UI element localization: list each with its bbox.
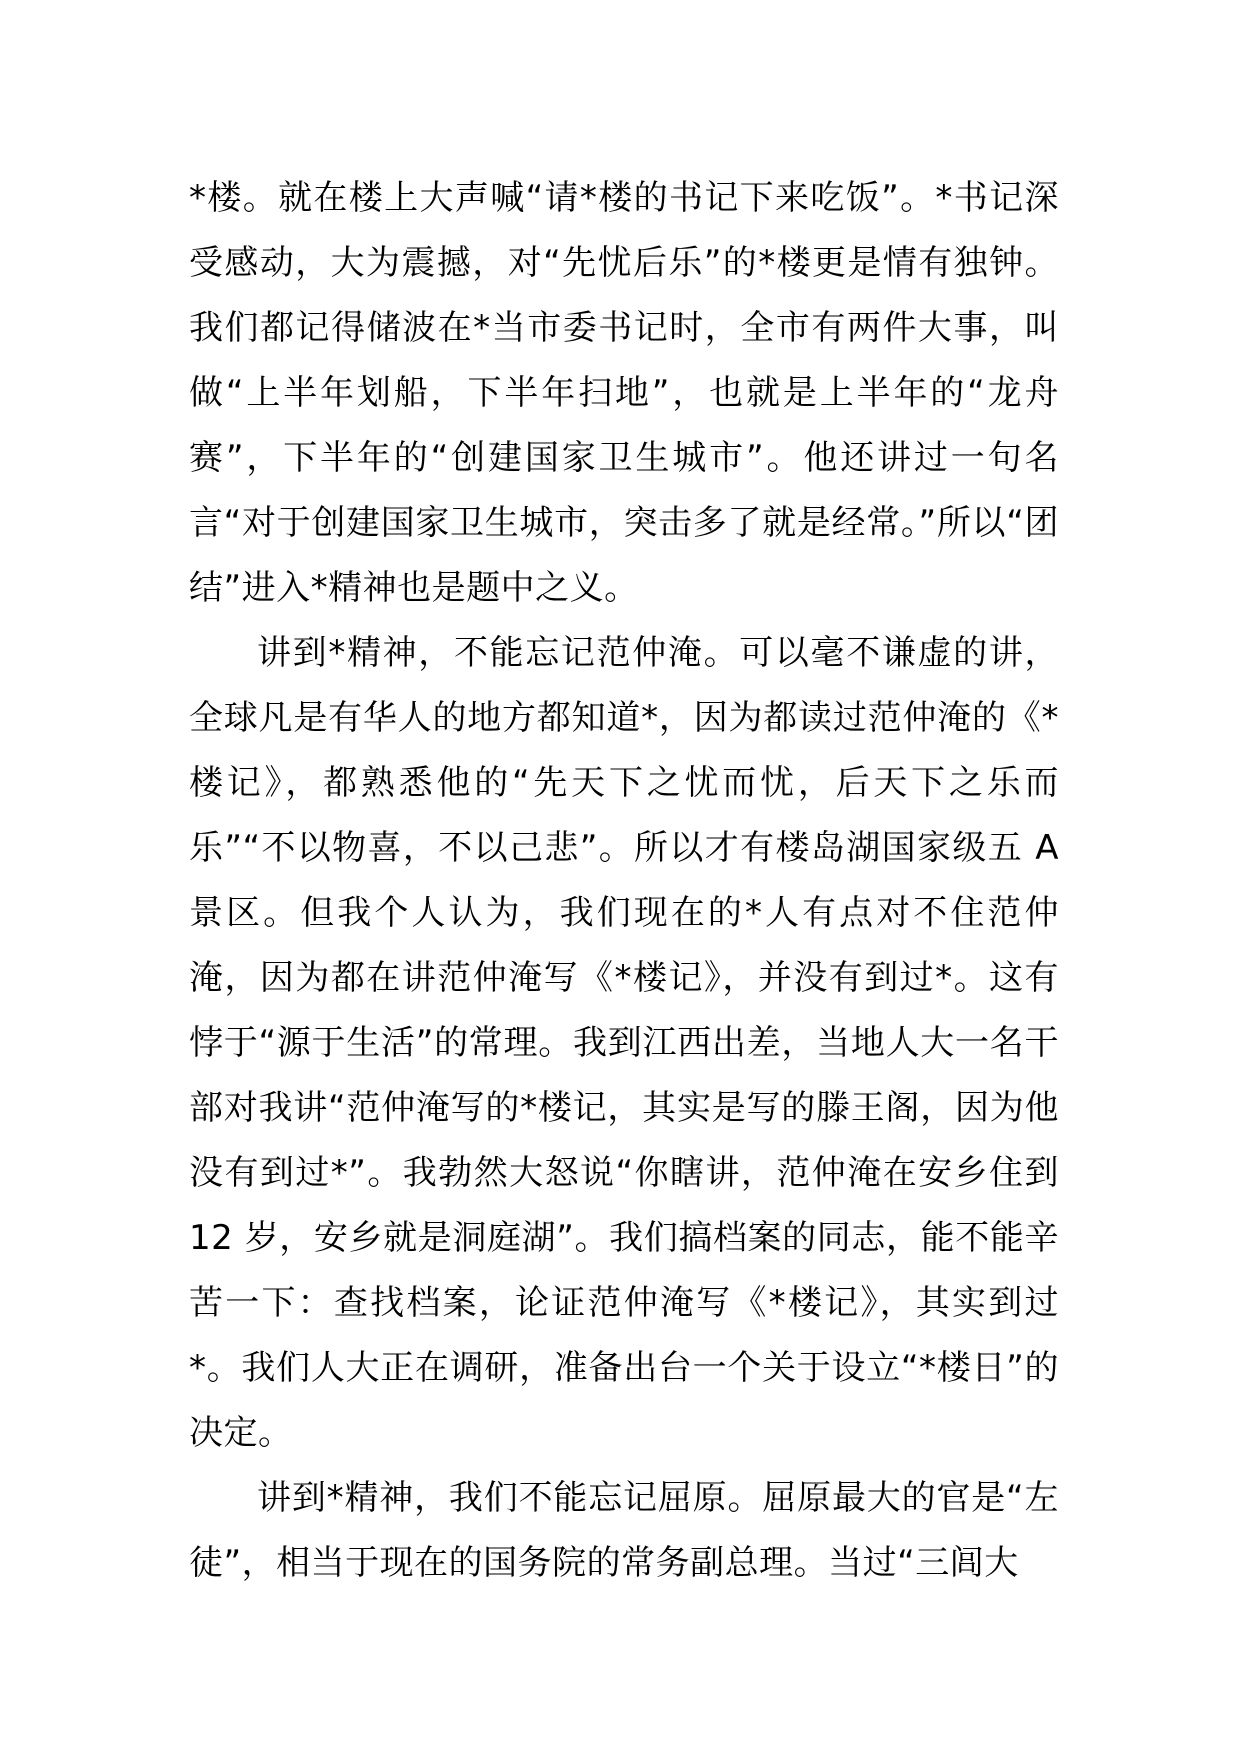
paragraph: 讲到*精神，不能忘记范仲淹。可以毫不谦虚的讲，全球凡是有华人的地方都知道*，因为都读过范仲淹的《*楼记》，都熟悉他的“先天下之忧而忧，后天下之乐而乐”“不以物喜，不以己悲”。所以才有楼岛湖国家级五 A 景区。但我个人认为，我们现在的*人有点对不住范仲淹，因为都在讲范仲淹写《*楼记》，并没有到过*。这有悖于“源于生活”的常理。我到江西出差，当地人大一名干部对我讲“范仲淹写的*楼记，其实是写的滕王阁，因为他没有到过*”。我勃然大怒说“你瞎讲，范仲淹在安乡住到 12 岁，安乡就是洞庭湖”。我们搞档案的同志，能不能辛苦一下：查找档案，论证范仲淹写《*楼记》，其实到过*。我们人大正在调研，准备出台一个关于设立“*楼日”的决定。 bbox=[189, 633, 1059, 1453]
paragraph: 讲到*精神，我们不能忘记屈原。屈原最大的官是“左徒”，相当于现在的国务院的常务副总理。当过“三闾大 bbox=[189, 1478, 1059, 1583]
paragraph-continued: *楼。就在楼上大声喊“请*楼的书记下来吃饭”。*书记深受感动，大为震撼，对“先忧后乐”的*楼更是情有独钟。我们都记得储波在*当市委书记时，全市有两件大事，叫做“上半年划船，下半年扫地”，也就是上半年的“龙舟赛”，下半年的“创建国家卫生城市”。他还讲过一句名言“对于创建国家卫生城市，突击多了就是经常。”所以“团结”进入*精神也是题中之义。 bbox=[189, 178, 1059, 608]
document-body bbox=[189, 166, 1059, 1596]
